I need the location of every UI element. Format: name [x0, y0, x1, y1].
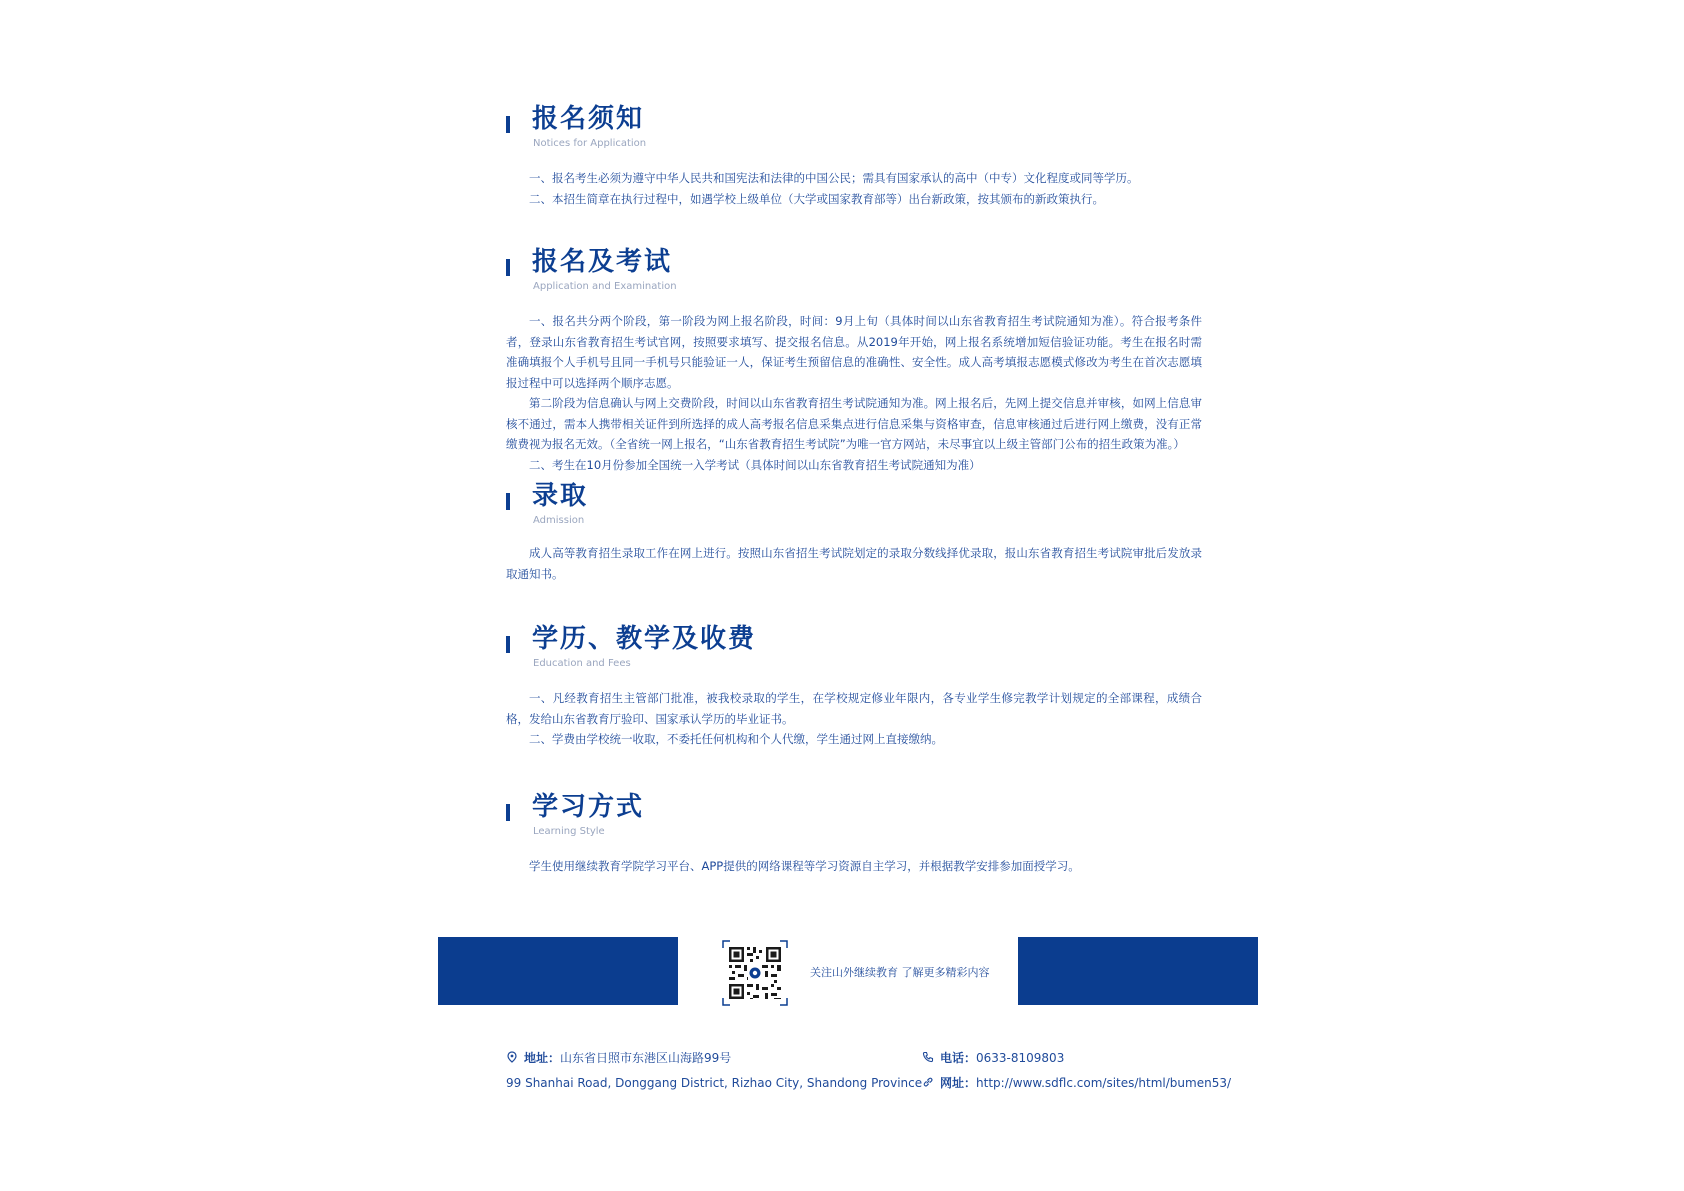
banner-right — [1018, 937, 1258, 1005]
paragraph: 一、凡经教育招生主管部门批准，被我校录取的学生，在学校规定修业年限内，各专业学生修完教学计划规定的全部课程，成绩合格，发给山东省教育厅验印、国家承认学历的毕业证书。 — [506, 691, 1202, 726]
phone-label: 电话： — [940, 1051, 977, 1065]
section-header — [506, 622, 1202, 674]
section-application-notice — [506, 102, 1202, 209]
paragraph: 学生使用继续教育学院学习平台、APP提供的网络课程等学习资源自主学习，并根据教学安排参加面授学习。 — [529, 858, 1080, 873]
paragraph: 一、报名考生必须为遵守中华人民共和国宪法和法律的中国公民；需具有国家承认的高中（中专）文化程度或同等学历。 — [529, 171, 1139, 185]
section-header — [506, 102, 1202, 154]
paragraph: 二、学费由学校统一收取，不委托任何机构和个人代缴，学生通过网上直接缴纳。 — [529, 732, 943, 746]
banner-left — [438, 937, 678, 1005]
section-title: 学习方式 — [532, 791, 645, 822]
location-icon — [506, 1051, 518, 1063]
paragraph: 一、报名共分两个阶段，第一阶段为网上报名阶段，时间：9月上旬（具体时间以山东省教育招生考试院通知为准）。符合报考条件者，登录山东省教育招生考试官网，按照要求填写、提交报名信息。从2019年开始，网上报名系统增加短信验证功能。考生在报名时需准确填报个人手机号且同一手机号只能验证一人，保证考生预留信息的准确性、安全性。成人高考填报志愿模式修改为考生在首次志愿填报过程中可以选择两个顺序志愿。 — [506, 314, 1202, 390]
section-bar — [506, 116, 510, 133]
section-title: 录取 — [532, 481, 589, 511]
link-icon — [922, 1076, 934, 1088]
paragraph: 二、考生在10月份参加全国统一入学考试（具体时间以山东省教育招生考试院通知为准） — [529, 457, 981, 472]
footer-website — [922, 1075, 1231, 1091]
section-subtitle: Notices for Application — [533, 138, 647, 149]
section-bar — [506, 804, 510, 821]
qr-code[interactable] — [722, 940, 788, 1006]
section-header — [506, 245, 1202, 297]
phone-icon — [922, 1051, 934, 1063]
phone-number[interactable]: 0633-8109803 — [976, 1051, 1065, 1065]
qr-caption: 关注山外继续教育 了解更多精彩内容 — [810, 966, 990, 979]
paragraph: 成人高等教育招生录取工作在网上进行。按照山东省招生考试院划定的录取分数线择优录取，报山东省教育招生考试院审批后发放录取通知书。 — [506, 546, 1202, 581]
section-application-exam — [506, 245, 1202, 475]
section-bar — [506, 259, 510, 276]
section-title: 报名须知 — [532, 104, 645, 134]
footer-address-en — [506, 1075, 922, 1091]
address-en: 99 Shanhai Road, Donggang District, Rizhao City, Shandong Province — [506, 1076, 923, 1090]
footer-address-cn — [506, 1050, 731, 1066]
section-subtitle: Learning Style — [533, 825, 605, 837]
address-cn: 山东省日照市东港区山海路99号 — [560, 1051, 732, 1065]
section-education-fees — [506, 622, 1202, 750]
section-bar — [506, 636, 510, 653]
section-learning-style — [506, 790, 1202, 877]
section-title: 报名及考试 — [532, 247, 673, 277]
section-subtitle: Education and Fees — [533, 658, 631, 669]
section-title: 学历、教学及收费 — [532, 624, 757, 654]
paragraph: 第二阶段为信息确认与网上交费阶段，时间以山东省教育招生考试院通知为准。网上报名后，先网上提交信息并审核，如网上信息审核不通过，需本人携带相关证件到所选择的成人高考报名信息采集点进行信息采集与资格审查，信息审核通过后进行网上缴费，没有正常缴费视为报名无效。（全省统一网上报名，“山东省教育招生考试院”为唯一官方网站，未尽事宜以上级主管部门公布的招生政策为准。） — [506, 396, 1202, 451]
footer-phone — [922, 1050, 1064, 1066]
section-subtitle: Admission — [533, 515, 585, 526]
website-label: 网址： — [940, 1076, 977, 1090]
website-link[interactable]: http://www.sdflc.com/sites/html/bumen53/ — [976, 1076, 1232, 1090]
section-header — [506, 790, 1202, 842]
section-bar — [506, 493, 510, 510]
section-admission — [506, 479, 1202, 584]
section-header — [506, 479, 1202, 531]
document-content — [506, 102, 1202, 876]
address-label: 地址： — [524, 1051, 561, 1065]
paragraph: 二、本招生简章在执行过程中，如遇学校上级单位（大学或国家教育部等）出台新政策，按其颁布的新政策执行。 — [529, 191, 1104, 206]
section-subtitle: Application and Examination — [533, 281, 677, 292]
